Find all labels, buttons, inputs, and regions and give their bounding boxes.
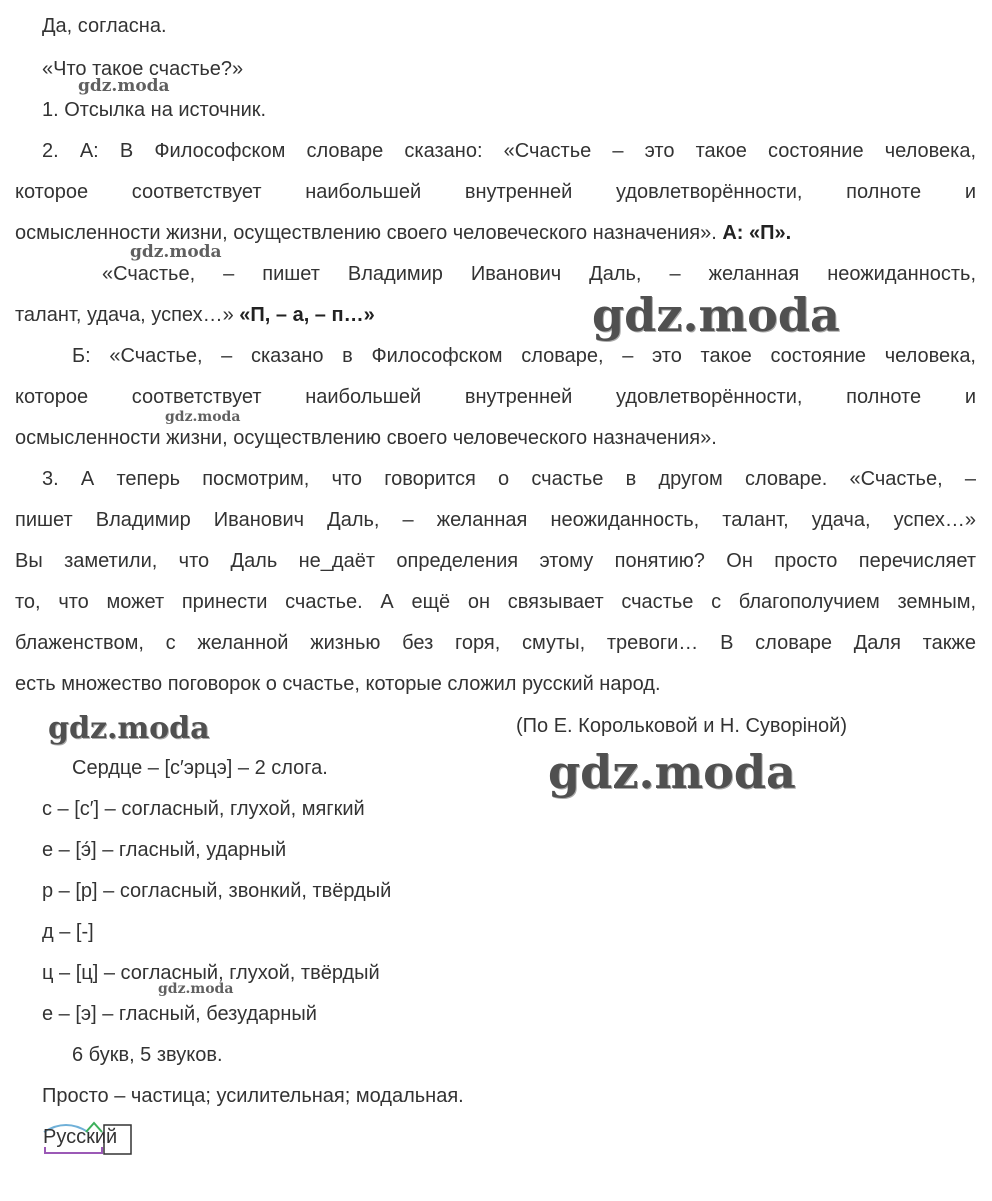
watermark-logo: gdz.moda bbox=[165, 409, 241, 425]
item3-line: пишет Владимир Иванович Даль, – желанная неожиданность, талант, удача, успех…» bbox=[15, 509, 976, 531]
watermark-logo: gdz.moda bbox=[548, 745, 796, 799]
item2-line3-scheme: А: «П». bbox=[722, 222, 792, 244]
watermark-logo: gdz.moda bbox=[48, 711, 210, 746]
item2-line4: «Счастье, – пишет Владимир Иванович Даль, – желанная неожиданность, bbox=[102, 263, 976, 285]
phonetic-header: Сердце – [с′эрцэ] – 2 слога. bbox=[72, 757, 328, 779]
word-structure-diagram bbox=[42, 1120, 134, 1156]
item2-line5 bbox=[15, 303, 375, 327]
item3-line: блаженством, с желанной жизнью без горя, смуты, тревоги… В словаре Даля также bbox=[15, 632, 976, 654]
question-line: «Что такое счастье?» bbox=[42, 58, 244, 80]
source-attribution: (По Е. Корольковой и Н. Суворіной) bbox=[516, 715, 848, 737]
item2-line3-text: осмысленности жизни, осуществлению своего человеческого назначения». bbox=[15, 222, 717, 244]
item3-line: есть множество поговорок о счастье, которые сложил русский народ. bbox=[15, 673, 661, 695]
agree-line: Да, согласна. bbox=[42, 15, 167, 37]
item2-line2: которое соответствует наибольшей внутренней удовлетворённости, полноте и bbox=[15, 181, 976, 203]
item2-line5-scheme: «П, – а, – п…» bbox=[239, 304, 375, 326]
item3-line: Вы заметили, что Даль не_даёт определения этому понятию? Он просто перечисляет bbox=[15, 550, 976, 572]
item2-b-line3: осмысленности жизни, осуществлению своего человеческого назначения». bbox=[15, 427, 717, 449]
item2-b-line1: Б: «Счастье, – сказано в Философском словаре, – это такое состояние человека, bbox=[72, 345, 976, 367]
watermark-logo: gdz.moda bbox=[130, 242, 222, 262]
phonetic-row: д – [-] bbox=[42, 921, 94, 943]
item3-line: 3. А теперь посмотрим, что говорится о счастье в другом словаре. «Счастье, – bbox=[42, 468, 976, 490]
watermark-logo: gdz.moda bbox=[592, 288, 840, 342]
watermark-logo: gdz.moda bbox=[78, 76, 170, 96]
phonetic-row: ц – [ц] – согласный, глухой, твёрдый bbox=[42, 962, 380, 984]
item3-line: то, что может принести счастье. А ещё он связывает счастье с благополучием земным, bbox=[15, 591, 976, 613]
item2-b-line2: которое соответствует наибольшей внутренней удовлетворённости, полноте и bbox=[15, 386, 976, 408]
phonetic-summary: 6 букв, 5 звуков. bbox=[72, 1044, 223, 1066]
item2-line1: 2. А: В Философском словаре сказано: «Счастье – это такое состояние человека, bbox=[42, 140, 976, 162]
item1-line: 1. Отсылка на источник. bbox=[42, 99, 267, 121]
watermark-logo: gdz.moda bbox=[158, 981, 234, 997]
phonetic-row: р – [р] – согласный, звонкий, твёрдый bbox=[42, 880, 392, 902]
item2-line5-text: талант, удача, успех…» bbox=[15, 304, 234, 326]
phonetic-row: с – [с′] – согласный, глухой, мягкий bbox=[42, 798, 365, 820]
phonetic-row: е – [э] – гласный, безударный bbox=[42, 1003, 317, 1025]
analyzed-word: Русский bbox=[43, 1126, 118, 1148]
prosto-analysis: Просто – частица; усилительная; модальная. bbox=[42, 1085, 464, 1107]
phonetic-row: е – [э́] – гласный, ударный bbox=[42, 839, 287, 861]
